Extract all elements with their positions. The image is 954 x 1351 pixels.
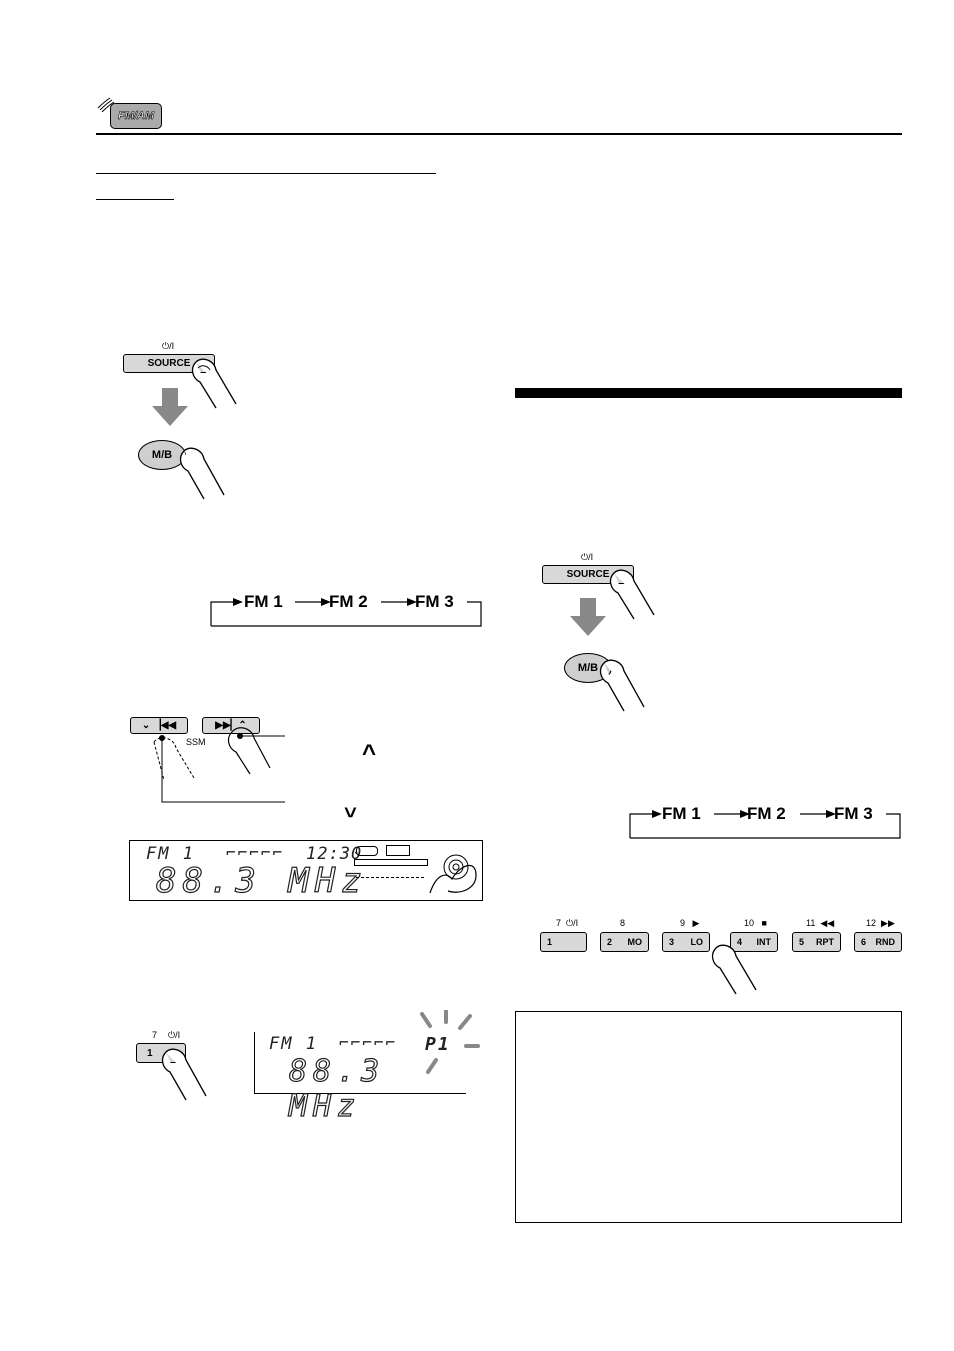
lcd-spiral-icon xyxy=(426,845,480,897)
preset-button-5[interactable]: 5 RPT xyxy=(792,932,841,952)
badge-label: FM/AM xyxy=(117,110,155,122)
preset-button-4[interactable]: 4 INT xyxy=(730,932,778,952)
lcd-segments: ⌐⌐⌐⌐⌐ xyxy=(226,843,285,862)
down-arrow-icon-2 xyxy=(570,598,606,636)
heading-underline xyxy=(96,173,436,174)
power-symbol-label-2: ⏻/I xyxy=(581,552,594,562)
lcd-preset-segments: ⌐⌐⌐⌐⌐ xyxy=(339,1033,398,1052)
finger-press-icon-2 xyxy=(176,445,232,503)
seek-press-diagram xyxy=(140,722,290,808)
band-fm3: FM 3 xyxy=(415,592,454,611)
preset-top-9: 9 ▶ xyxy=(680,918,700,928)
preset-top-11: 11 ◀◀ xyxy=(806,918,835,928)
preset1-top-number: 7 xyxy=(152,1030,158,1040)
preset-top-7: 7 ⏻/I xyxy=(556,918,579,928)
finger-press-icon-4 xyxy=(606,567,666,623)
mb-label: M/B xyxy=(151,449,173,461)
preset1-power-icon: ⏻/I xyxy=(168,1030,181,1040)
lcd-indicator-box xyxy=(356,846,378,856)
mb-label-2: M/B xyxy=(577,662,599,674)
lcd-indicator-bracket xyxy=(386,845,410,856)
finger-press-icon-6 xyxy=(708,942,764,998)
lcd-band: FM 1 xyxy=(146,844,195,864)
radio-waves-icon xyxy=(96,96,116,112)
band-fm1-2: FM 1 xyxy=(662,804,701,823)
preset-button-1[interactable]: 1 xyxy=(540,932,587,952)
power-symbol-label: ⏻/I xyxy=(162,341,175,351)
preset-button-6[interactable]: 6 RND xyxy=(854,932,902,952)
source-label: SOURCE xyxy=(147,358,191,369)
lcd-display-main xyxy=(129,840,483,901)
lcd-frequency: 88.3 MHz xyxy=(156,861,368,901)
ssm-label: SSM xyxy=(186,737,206,747)
lcd-dash-line xyxy=(356,877,424,878)
section-bar xyxy=(515,388,902,398)
chevron-up-icon: ▶▶▏⌃ xyxy=(215,720,247,731)
lcd-level-bar xyxy=(354,859,428,866)
preset-button-3[interactable]: 3 LO xyxy=(662,932,710,952)
finger-press-icon-3 xyxy=(158,1046,214,1104)
preset-top-8: 8 xyxy=(620,918,626,928)
finger-press-icon xyxy=(188,356,248,412)
header-rule xyxy=(96,133,902,135)
lcd-clock: 12:30 xyxy=(306,844,363,864)
heading-underline-2 xyxy=(96,199,174,200)
lcd-preset-frequency: 88.3 MHz xyxy=(289,1054,386,1124)
flashing-indicator-icon xyxy=(412,1010,482,1084)
band-fm3-2: FM 3 xyxy=(834,804,873,823)
preset1-label: 1 xyxy=(147,1047,153,1059)
source-label-2: SOURCE xyxy=(566,569,610,580)
down-arrow-icon xyxy=(152,388,188,426)
band-fm1: FM 1 xyxy=(244,592,283,611)
lcd-preset-band: FM 1 xyxy=(269,1034,318,1054)
lcd-preset-number: P1 xyxy=(425,1034,451,1055)
preset-top-10: 10 ■ xyxy=(744,918,767,928)
band-fm2: FM 2 xyxy=(329,592,368,611)
finger-press-icon-5 xyxy=(596,657,652,715)
note-box xyxy=(515,1011,902,1223)
up-caret-icon: ^ xyxy=(362,740,377,767)
band-fm2-2: FM 2 xyxy=(747,804,786,823)
chevron-down-icon: ⌄ ▕◀◀ xyxy=(141,720,177,731)
fm-am-badge xyxy=(110,103,162,129)
preset-top-12: 12 ▶▶ xyxy=(866,918,895,928)
down-caret-icon: ^ xyxy=(344,797,357,822)
preset-button-2[interactable]: 2 MO xyxy=(600,932,649,952)
